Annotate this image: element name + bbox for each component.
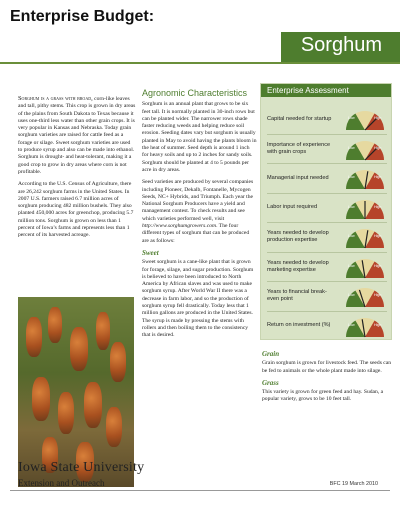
gauge-icon bbox=[343, 165, 387, 191]
sorghum-seed-head bbox=[106, 407, 122, 447]
footer-rule bbox=[10, 490, 390, 491]
gauge-icon bbox=[343, 283, 387, 309]
gauge-high-label: High bbox=[374, 322, 382, 327]
sorghum-seed-head bbox=[26, 317, 42, 357]
gauge-icon bbox=[343, 106, 387, 132]
gauge-low-label: Low bbox=[348, 322, 355, 327]
gauge-low-label: Low bbox=[348, 234, 355, 238]
gauge-icon bbox=[343, 224, 387, 250]
assessment-label: Return on investment (%) bbox=[267, 322, 331, 328]
university-name: Iowa State University bbox=[18, 460, 145, 475]
sorghum-seed-head bbox=[110, 342, 126, 382]
agronomic-paragraph: Sorghum is an annual plant that grows to be six feet tall. It is normally planted in 30-inch rows but can be planted wider. The narrower rows shade faster reducing weeds and helping reduce soil erosion. Seeding dates vary but sorghum is usually planted in May to avoid having the plants bloom in the heat of summer. Seed depth is around 1 inch for heavy soils and up to 2 inches for sandy soils. Sorghum should be planted at 4 to 5 pounds per acre in dry areas. bbox=[142, 101, 257, 173]
varieties-text: Seed varieties are produced by several companies including Pioneer, Dekalb, Fontanelle, Mycogen Seeds, NC+ Hybrids, and Triumph. Each year the National Sorghum Producers have a yield and management contest. To check results and see which varieties performed well, visit bbox=[142, 179, 254, 222]
sorghum-growers-link[interactable]: http://www.sorghumgrowers.com bbox=[142, 223, 217, 230]
sorghum-seed-head bbox=[32, 377, 50, 421]
assessment-separator bbox=[267, 163, 387, 164]
enterprise-assessment-panel bbox=[260, 83, 392, 340]
gauge-icon bbox=[343, 195, 387, 221]
assessment-separator bbox=[267, 193, 387, 194]
assessment-separator bbox=[267, 252, 387, 253]
grass-paragraph: This variety is grown for green feed and hay. Sudan, a popular variety, grows to be 10 feet tall. bbox=[262, 389, 384, 403]
gauge-high-label: High bbox=[374, 234, 382, 238]
assessment-row bbox=[267, 254, 387, 280]
assessment-separator bbox=[267, 311, 387, 312]
intro-text: corn-like leaves and tall, pithy stems. This crop is grown in dry areas of the plains from South Dakota to Texas because it uses one-third less water than other grain crops. It is very popular in Kansas and Nebraska. Today grain sorghum varieties are raised for cattle feed as a forage or silage. Sweet sorghum varieties are used to produce syrup and also can be made into ethanol. Sorghum is drought- and heat-tolerant, making it a good crop to grow in dry areas where corn is not profitable. bbox=[18, 96, 136, 175]
assessment-title: Enterprise Assessment bbox=[261, 84, 391, 97]
sorghum-seed-head bbox=[48, 307, 62, 343]
varieties-paragraph bbox=[142, 179, 257, 245]
sorghum-seed-head bbox=[58, 392, 74, 434]
grass-heading: Grass bbox=[262, 378, 279, 387]
gauge-low-label: Low bbox=[348, 263, 355, 268]
sorghum-photo bbox=[18, 297, 134, 487]
assessment-label: Years needed to develop production expertise bbox=[267, 230, 329, 243]
gauge-icon bbox=[343, 313, 387, 339]
sorghum-seed-head bbox=[84, 382, 102, 428]
sorghum-seed-head bbox=[96, 312, 110, 350]
header-rule bbox=[0, 62, 400, 64]
gauge-high-label: High bbox=[374, 263, 382, 268]
gauge-low-label: Low bbox=[348, 145, 355, 150]
assessment-label: Years needed to develop marketing expertise bbox=[267, 259, 329, 273]
assessment-label: Managerial input needed bbox=[267, 174, 329, 181]
varieties-text-end: . The four different types of sorghum that can be produced are as follows: bbox=[142, 223, 250, 244]
assessment-row bbox=[267, 283, 387, 309]
assessment-label: Capital needed for startup bbox=[267, 115, 332, 122]
gauge-high-label: High bbox=[374, 293, 382, 297]
gauge-icon bbox=[343, 254, 387, 280]
gauge-low-label: Low bbox=[348, 116, 355, 120]
grain-paragraph: Grain sorghum is grown for livestock feed. The seeds can be fed to animals or the whole plant made into silage. bbox=[262, 360, 392, 374]
gauge-high-label: High bbox=[374, 145, 382, 150]
assessment-separator bbox=[267, 134, 387, 135]
assessment-row bbox=[267, 165, 387, 191]
assessment-label: Years to financial break-even point bbox=[267, 289, 327, 302]
title-band bbox=[0, 32, 400, 62]
assessment-row bbox=[267, 106, 387, 132]
gauge-low-label: Low bbox=[348, 293, 355, 297]
sweet-heading: Sweet bbox=[142, 248, 159, 257]
assessment-label: Importance of experience with grain crops bbox=[267, 141, 331, 155]
intro-column bbox=[18, 95, 136, 245]
agronomic-heading: Agronomic Characteristics bbox=[142, 88, 248, 98]
assessment-separator bbox=[267, 222, 387, 223]
gauge-high-label: High bbox=[374, 116, 382, 120]
document-id: BFC 19 March 2010 bbox=[329, 481, 378, 487]
assessment-row bbox=[267, 224, 387, 250]
gauge-low-label: Low bbox=[348, 204, 355, 209]
gauge-high-label: High bbox=[374, 204, 382, 209]
assessment-separator bbox=[267, 281, 387, 282]
extension-name: Extension and Outreach bbox=[18, 478, 105, 488]
header-label: Enterprise Budget: bbox=[10, 8, 155, 25]
agronomic-column bbox=[142, 90, 257, 345]
grain-heading: Grain bbox=[262, 350, 280, 358]
gauge-high-label: High bbox=[374, 175, 382, 179]
intro-lead: Sorghum is a grass with broad, bbox=[18, 95, 93, 102]
gauge-icon bbox=[343, 136, 387, 162]
sorghum-seed-head bbox=[70, 327, 88, 371]
assessment-label: Labor input required bbox=[267, 204, 318, 210]
assessment-row bbox=[267, 313, 387, 339]
census-paragraph: According to the U.S. Census of Agriculture, there are 26,242 sorghum farms in the United States. In 2007 U.S. farmers raised 6.7 million acres of sorghum producing 482 million bushels. They also planted 450,000 acres for greenchop, producing 5.7 million tons. Sorghum is grown on less than 1 percent of Iowa’s farms and represents less than 1 percent of its harvested acreage. bbox=[18, 181, 134, 239]
assessment-row bbox=[267, 195, 387, 221]
types-column bbox=[262, 348, 392, 409]
assessment-row bbox=[267, 136, 387, 162]
intro-paragraph bbox=[18, 95, 136, 176]
page-title: Sorghum bbox=[281, 32, 400, 62]
sweet-paragraph: Sweet sorghum is a cane-like plant that is grown for forage, silage, and sugar production. Sorghum is believed to have been introduced to North America by African slaves and was used to make sorghum syrup. After World War II there was a decrease in farm labor, and so the production of sorghum syrup fell drastically. Today less that 1 million gallons are produced in the United States. The syrup is made by pressing the stems with rollers and then boiling them to the consistency that is desired. bbox=[142, 259, 254, 339]
gauge-low-label: Low bbox=[348, 175, 355, 179]
